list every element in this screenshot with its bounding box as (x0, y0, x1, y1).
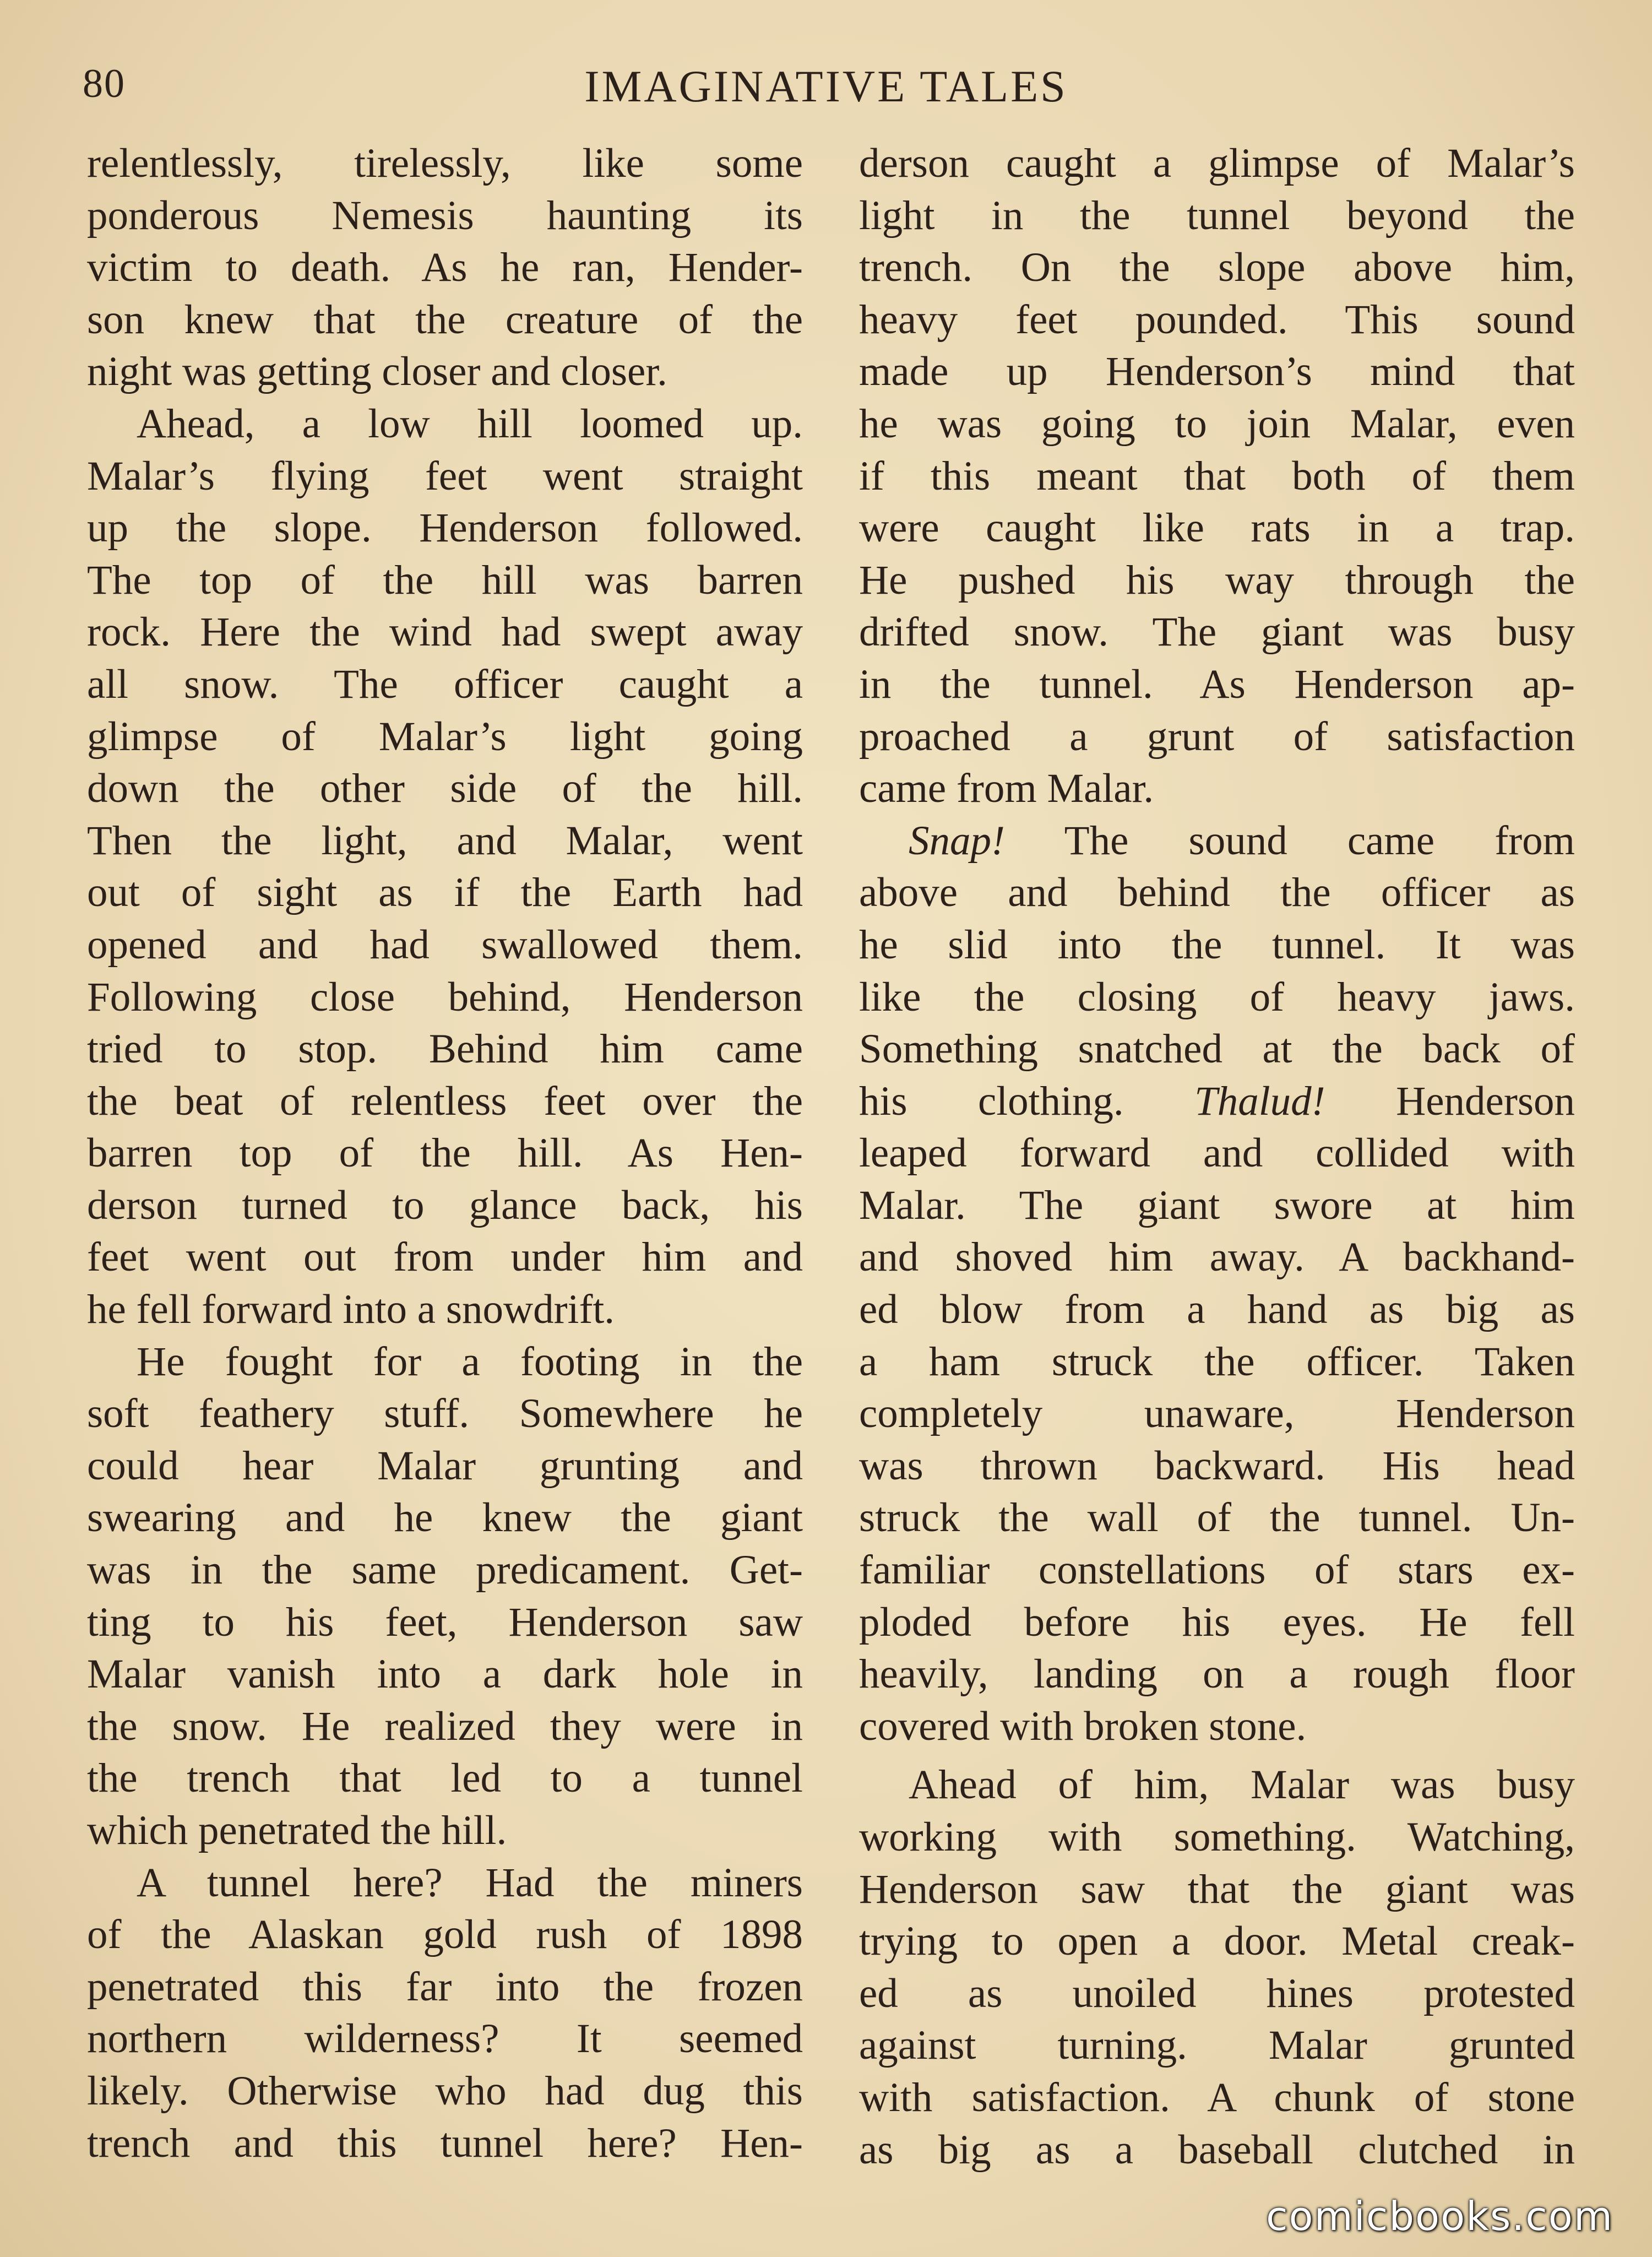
text-line-mixed (859, 815, 1575, 867)
text-line: heavy feet pounded. This sound (859, 296, 1575, 343)
italic-exclamation: Snap! (909, 817, 1005, 864)
watermark: comicbooks.com (1265, 2193, 1613, 2239)
italic-exclamation: Thalud! (1194, 1078, 1325, 1124)
text-line: he slid into the tunnel. It was (859, 921, 1575, 968)
text-line: trying to open a door. Metal creak- (859, 1918, 1575, 1965)
text-line: likely. Otherwise who had dug this (87, 2068, 803, 2114)
text-segment: The sound came from (1064, 817, 1575, 864)
text-line: against turning. Malar grunted (859, 2022, 1575, 2069)
text-line: feet went out from under him and (87, 1234, 803, 1281)
text-line: Malar’s flying feet went straight (87, 453, 803, 499)
text-line: He pushed his way through the (859, 557, 1575, 603)
text-line: as big as a baseball clutched in (859, 2126, 1575, 2173)
text-line: made up Henderson’s mind that (859, 349, 1575, 395)
text-line: Then the light, and Malar, went (87, 817, 803, 864)
text-line: the beat of relentless feet over the (87, 1078, 803, 1124)
text-line: son knew that the creature of the (87, 296, 803, 343)
text-line: Something snatched at the back of (859, 1026, 1575, 1072)
text-line: proached a grunt of satisfaction (859, 713, 1575, 759)
text-line: was in the same predicament. Get- (87, 1547, 803, 1593)
text-segment: his clothing. (859, 1078, 1124, 1124)
text-line: glimpse of Malar’s light going (87, 713, 803, 759)
page-header (83, 61, 1569, 121)
text-line: like the closing of heavy jaws. (859, 974, 1575, 1020)
text-line: Ahead of him, Malar was busy (909, 1762, 1575, 1808)
text-line: of the Alaskan gold rush of 1898 (87, 1912, 803, 1958)
text-line: up the slope. Henderson followed. (87, 505, 803, 551)
text-line: was thrown backward. His head (859, 1442, 1575, 1489)
right-column (859, 138, 1575, 2176)
text-line: derson caught a glimpse of Malar’s (859, 140, 1575, 186)
page-number: 80 (83, 61, 126, 106)
text-line: the trench that led to a tunnel (87, 1755, 803, 1802)
text-line: above and behind the officer as (859, 870, 1575, 916)
text-line: trench. On the slope above him, (859, 245, 1575, 291)
text-line: ting to his feet, Henderson saw (87, 1599, 803, 1645)
text-line: working with something. Watching, (859, 1814, 1575, 1860)
text-line: drifted snow. The giant was busy (859, 609, 1575, 655)
text-line: familiar constellations of stars ex- (859, 1547, 1575, 1593)
text-line: which penetrated the hill. (87, 1808, 507, 1853)
text-line: a ham struck the officer. Taken (859, 1338, 1575, 1385)
text-line: with satisfaction. A chunk of stone (859, 2074, 1575, 2120)
text-line: out of sight as if the Earth had (87, 870, 803, 916)
text-line: The top of the hill was barren (87, 557, 803, 603)
text-line: light in the tunnel beyond the (859, 192, 1575, 238)
text-line: tried to stop. Behind him came (87, 1026, 803, 1072)
text-line: ponderous Nemesis haunting its (87, 192, 803, 238)
running-title: IMAGINATIVE TALES (584, 61, 1068, 111)
text-segment: Henderson (1396, 1078, 1575, 1124)
text-line: barren top of the hill. As Hen- (87, 1130, 803, 1176)
text-line: ed blow from a hand as big as (859, 1287, 1575, 1333)
text-line: Ahead, a low hill loomed up. (137, 400, 803, 447)
text-line: came from Malar. (859, 766, 1154, 812)
text-line: Following close behind, Henderson (87, 974, 803, 1020)
text-line: the snow. He realized they were in (87, 1703, 803, 1749)
text-line: northern wilderness? It seemed (87, 2016, 803, 2062)
text-line: all snow. The officer caught a (87, 661, 803, 707)
text-line: rock. Here the wind had swept away (87, 609, 803, 655)
left-column (87, 138, 803, 2169)
text-line: in the tunnel. As Henderson ap- (859, 661, 1575, 707)
text-line: victim to death. As he ran, Hender- (87, 245, 803, 291)
text-line: were caught like rats in a trap. (859, 505, 1575, 551)
text-line: opened and had swallowed them. (87, 921, 803, 968)
text-line: night was getting closer and closer. (87, 349, 667, 395)
text-line: heavily, landing on a rough floor (859, 1651, 1575, 1697)
text-line: could hear Malar grunting and (87, 1442, 803, 1489)
text-line: covered with broken stone. (859, 1703, 1307, 1749)
text-line: completely unaware, Henderson (859, 1391, 1575, 1437)
text-line: if this meant that both of them (859, 453, 1575, 499)
text-line: trench and this tunnel here? Hen- (87, 2120, 803, 2166)
text-line: Malar vanish into a dark hole in (87, 1651, 803, 1697)
text-line: derson turned to glance back, his (87, 1182, 803, 1228)
text-line: he fell forward into a snowdrift. (87, 1287, 615, 1333)
text-line: and shoved him away. A backhand- (859, 1234, 1575, 1281)
text-line-mixed (859, 1076, 1575, 1128)
text-line: struck the wall of the tunnel. Un- (859, 1495, 1575, 1541)
text-line: ploded before his eyes. He fell (859, 1599, 1575, 1645)
text-line: leaped forward and collided with (859, 1130, 1575, 1176)
text-line: Henderson saw that the giant was (859, 1866, 1575, 1912)
text-line: A tunnel here? Had the miners (137, 1859, 803, 1906)
text-line: ed as unoiled hines protested (859, 1970, 1575, 2016)
text-line: swearing and he knew the giant (87, 1495, 803, 1541)
text-line: penetrated this far into the frozen (87, 1963, 803, 2010)
text-line: soft feathery stuff. Somewhere he (87, 1391, 803, 1437)
text-line: he was going to join Malar, even (859, 400, 1575, 447)
text-line: down the other side of the hill. (87, 766, 803, 812)
text-line: Malar. The giant swore at him (859, 1182, 1575, 1228)
text-line: relentlessly, tirelessly, like some (87, 140, 803, 186)
text-line: He fought for a footing in the (137, 1338, 803, 1385)
